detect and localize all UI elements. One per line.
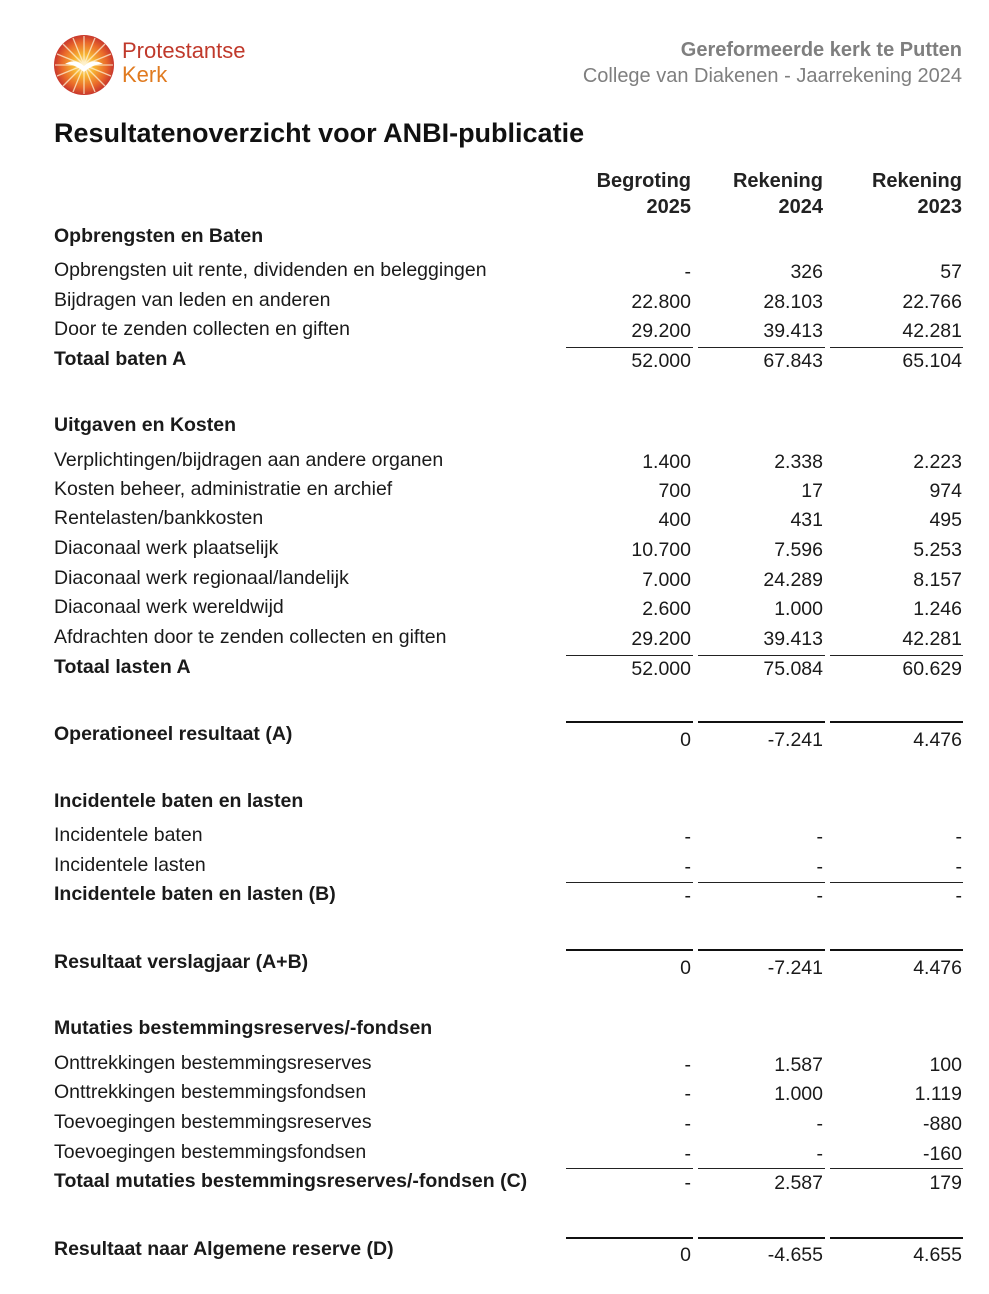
section-heading xyxy=(0,414,989,442)
table-row xyxy=(0,1052,989,1080)
value-begroting-2025: 1.400 xyxy=(642,451,691,473)
section-heading xyxy=(0,225,989,253)
protestantse-kerk-logo xyxy=(53,34,273,98)
row-label: Incidentele lasten xyxy=(54,854,206,876)
row-label: Afdrachten door te zenden collecten en giften xyxy=(54,626,447,648)
value-rekening-2023: -160 xyxy=(922,1143,962,1165)
table-row xyxy=(0,596,989,624)
value-rekening-2023: 42.281 xyxy=(902,320,962,342)
table-row xyxy=(0,1081,989,1109)
logo-line-1: Protestantse xyxy=(122,38,246,63)
row-label: Diaconaal werk plaatselijk xyxy=(54,537,279,559)
document-subtitle: College van Diakenen - Jaarrekening 2024 xyxy=(582,65,962,87)
value-rekening-2023: - xyxy=(955,826,962,848)
row-label: Toevoegingen bestemmingsfondsen xyxy=(54,1141,367,1163)
value-rekening-2023: 179 xyxy=(929,1172,962,1194)
value-rekening-2023: 60.629 xyxy=(902,658,962,680)
row-label: Operationeel resultaat (A) xyxy=(54,723,293,745)
value-rekening-2023: 57 xyxy=(940,261,962,283)
value-begroting-2025: - xyxy=(684,856,691,878)
value-rekening-2024: 326 xyxy=(790,261,823,283)
subtotal-rule xyxy=(698,1168,825,1169)
column-header-line-2: 2024 xyxy=(778,196,823,218)
value-rekening-2023: 974 xyxy=(929,480,962,502)
row-label: Uitgaven en Kosten xyxy=(54,414,237,436)
row-label: Resultaat naar Algemene reserve (D) xyxy=(54,1238,394,1260)
value-begroting-2025: - xyxy=(684,1172,691,1194)
value-rekening-2024: 39.413 xyxy=(763,628,823,650)
value-rekening-2024: - xyxy=(816,1143,823,1165)
value-rekening-2023: - xyxy=(955,856,962,878)
value-rekening-2023: 8.157 xyxy=(913,569,962,591)
subtotal-rule xyxy=(566,1168,693,1169)
value-begroting-2025: 2.600 xyxy=(642,598,691,620)
value-begroting-2025: 0 xyxy=(680,729,691,751)
row-label: Opbrengsten uit rente, dividenden en beleggingen xyxy=(54,259,487,281)
value-begroting-2025: - xyxy=(684,885,691,907)
value-begroting-2025: 52.000 xyxy=(631,350,691,372)
value-rekening-2024: 17 xyxy=(801,480,823,502)
column-header-line-1: Rekening xyxy=(732,170,823,192)
total-row xyxy=(0,656,989,684)
value-rekening-2024: 431 xyxy=(790,509,823,531)
row-label: Totaal mutaties bestemmingsreserves/-fondsen (C) xyxy=(54,1170,528,1192)
value-rekening-2024: - xyxy=(816,856,823,878)
value-rekening-2023: - xyxy=(955,885,962,907)
value-rekening-2024: 2.338 xyxy=(774,451,823,473)
table-row xyxy=(0,507,989,535)
value-rekening-2024: 2.587 xyxy=(774,1172,823,1194)
result-row xyxy=(0,951,989,979)
row-label: Mutaties bestemmingsreserves/-fondsen xyxy=(54,1017,433,1039)
table-row xyxy=(0,478,989,506)
value-rekening-2024: - xyxy=(816,885,823,907)
value-rekening-2023: 4.655 xyxy=(913,1244,962,1266)
table-row xyxy=(0,318,989,346)
value-rekening-2023: 42.281 xyxy=(902,628,962,650)
total-row xyxy=(0,883,989,911)
column-header-line-1: Rekening xyxy=(871,170,962,192)
total-row xyxy=(0,348,989,376)
value-begroting-2025: - xyxy=(684,1083,691,1105)
church-logo-icon xyxy=(53,34,115,96)
column-header-rekening-2023 xyxy=(872,168,962,220)
value-begroting-2025: - xyxy=(684,1113,691,1135)
table-row xyxy=(0,1141,989,1169)
table-row xyxy=(0,854,989,882)
table-row xyxy=(0,567,989,595)
value-rekening-2024: -7.241 xyxy=(767,957,823,979)
row-label: Totaal lasten A xyxy=(54,656,191,678)
table-row xyxy=(0,289,989,317)
value-rekening-2023: 100 xyxy=(929,1054,962,1076)
value-rekening-2024: 1.000 xyxy=(774,598,823,620)
row-label: Kosten beheer, administratie en archief xyxy=(54,478,393,500)
row-label: Incidentele baten en lasten (B) xyxy=(54,883,336,905)
value-rekening-2023: 65.104 xyxy=(902,350,962,372)
table-row xyxy=(0,449,989,477)
row-label: Totaal baten A xyxy=(54,348,187,370)
value-rekening-2024: - xyxy=(816,1113,823,1135)
value-begroting-2025: 29.200 xyxy=(631,628,691,650)
column-header-line-2: 2023 xyxy=(917,196,962,218)
row-label: Toevoegingen bestemmingsreserves xyxy=(54,1111,372,1133)
value-begroting-2025: 400 xyxy=(658,509,691,531)
value-begroting-2025: 0 xyxy=(680,1244,691,1266)
table-row xyxy=(0,1111,989,1139)
value-rekening-2023: 2.223 xyxy=(913,451,962,473)
row-label: Onttrekkingen bestemmingsfondsen xyxy=(54,1081,367,1103)
column-header-begroting-2025 xyxy=(597,168,691,220)
value-rekening-2024: 67.843 xyxy=(763,350,823,372)
logo-line-2: Kerk xyxy=(122,62,168,87)
page-title: Resultatenoverzicht voor ANBI-publicatie xyxy=(54,118,585,148)
organization-name: Gereformeerde kerk te Putten xyxy=(680,39,962,61)
row-label: Door te zenden collecten en giften xyxy=(54,318,350,340)
column-header-rekening-2024 xyxy=(733,168,823,220)
row-label: Diaconaal werk regionaal/landelijk xyxy=(54,567,349,589)
value-begroting-2025: 7.000 xyxy=(642,569,691,591)
row-label: Opbrengsten en Baten xyxy=(54,225,264,247)
value-rekening-2023: 22.766 xyxy=(902,291,962,313)
value-rekening-2024: - xyxy=(816,826,823,848)
table-row xyxy=(0,259,989,287)
value-rekening-2023: 5.253 xyxy=(913,539,962,561)
value-rekening-2023: 4.476 xyxy=(913,729,962,751)
row-label: Bijdragen van leden en anderen xyxy=(54,289,331,311)
value-rekening-2023: 1.246 xyxy=(913,598,962,620)
result-row xyxy=(0,1238,989,1266)
value-begroting-2025: 0 xyxy=(680,957,691,979)
value-rekening-2024: 75.084 xyxy=(763,658,823,680)
row-label: Onttrekkingen bestemmingsreserves xyxy=(54,1052,372,1074)
value-rekening-2024: 24.289 xyxy=(763,569,823,591)
row-label: Incidentele baten xyxy=(54,824,203,846)
value-begroting-2025: - xyxy=(684,261,691,283)
value-begroting-2025: - xyxy=(684,826,691,848)
document-header xyxy=(583,37,962,89)
value-rekening-2024: 39.413 xyxy=(763,320,823,342)
value-rekening-2024: 1.587 xyxy=(774,1054,823,1076)
value-rekening-2024: 28.103 xyxy=(763,291,823,313)
row-label: Incidentele baten en lasten xyxy=(54,790,304,812)
value-begroting-2025: 52.000 xyxy=(631,658,691,680)
result-row xyxy=(0,723,989,751)
value-rekening-2023: 4.476 xyxy=(913,957,962,979)
value-begroting-2025: - xyxy=(684,1054,691,1076)
section-heading xyxy=(0,1017,989,1045)
table-row xyxy=(0,537,989,565)
value-begroting-2025: 29.200 xyxy=(631,320,691,342)
value-rekening-2023: 495 xyxy=(929,509,962,531)
row-label: Resultaat verslagjaar (A+B) xyxy=(54,951,309,973)
subtotal-rule xyxy=(830,1168,963,1169)
value-rekening-2024: -7.241 xyxy=(767,729,823,751)
value-begroting-2025: 700 xyxy=(658,480,691,502)
row-label: Verplichtingen/bijdragen aan andere organen xyxy=(54,449,444,471)
value-begroting-2025: 22.800 xyxy=(631,291,691,313)
value-rekening-2023: -880 xyxy=(922,1113,962,1135)
section-heading xyxy=(0,790,989,818)
value-begroting-2025: 10.700 xyxy=(631,539,691,561)
total-row xyxy=(0,1170,989,1198)
value-rekening-2024: -4.655 xyxy=(767,1244,823,1266)
table-row xyxy=(0,824,989,852)
column-header-line-2: 2025 xyxy=(646,196,691,218)
row-label: Diaconaal werk wereldwijd xyxy=(54,596,284,618)
column-header-line-1: Begroting xyxy=(596,170,691,192)
value-rekening-2024: 7.596 xyxy=(774,539,823,561)
value-rekening-2023: 1.119 xyxy=(914,1083,962,1105)
value-rekening-2024: 1.000 xyxy=(774,1083,823,1105)
table-row xyxy=(0,626,989,654)
value-begroting-2025: - xyxy=(684,1143,691,1165)
row-label: Rentelasten/bankkosten xyxy=(54,507,264,529)
